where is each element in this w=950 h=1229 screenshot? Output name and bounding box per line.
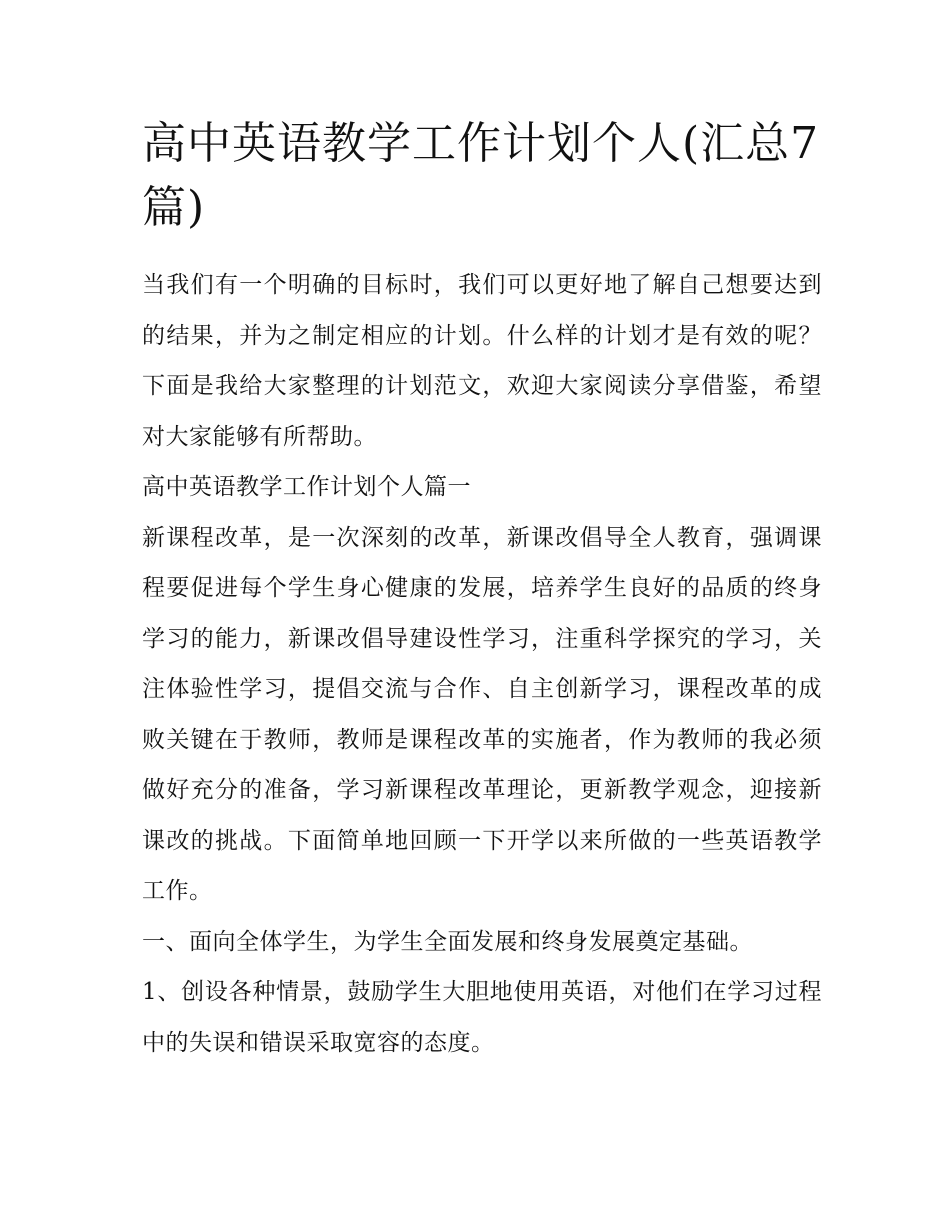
list-item: 1、创设各种情景，鼓励学生大胆地使用英语，对他们在学习过程中的失误和错误采取宽容的态度。: [142, 979, 822, 1056]
section-heading: 高中英语教学工作计划个人篇一: [142, 474, 471, 500]
intro-paragraph: 当我们有一个明确的目标时，我们可以更好地了解自己想要达到的结果，并为之制定相应的计划。什么样的计划才是有效的呢？下面是我给大家整理的计划范文，欢迎大家阅读分享借鉴，希望对大家能够有所帮助。: [142, 272, 822, 450]
document-title: 高中英语教学工作计划个人(汇总7篇): [142, 118, 820, 233]
body-paragraph: 新课程改革，是一次深刻的改革，新课改倡导全人教育，强调课程要促进每个学生身心健康的发展，培养学生良好的品质的终身学习的能力，新课改倡导建设性学习，注重科学探究的学习，关注体验性学习，提倡交流与合作、自主创新学习，课程改革的成败关键在于教师，教师是课程改革的实施者，作为教师的我必须做好充分的准备，学习新课程改革理论，更新教学观念，迎接新课改的挑战。下面简单地回顾一下开学以来所做的一些英语教学工作。: [142, 524, 822, 904]
document-page: [142, 112, 822, 1068]
point-heading: 一、面向全体学生，为学生全面发展和终身发展奠定基础。: [142, 928, 753, 955]
